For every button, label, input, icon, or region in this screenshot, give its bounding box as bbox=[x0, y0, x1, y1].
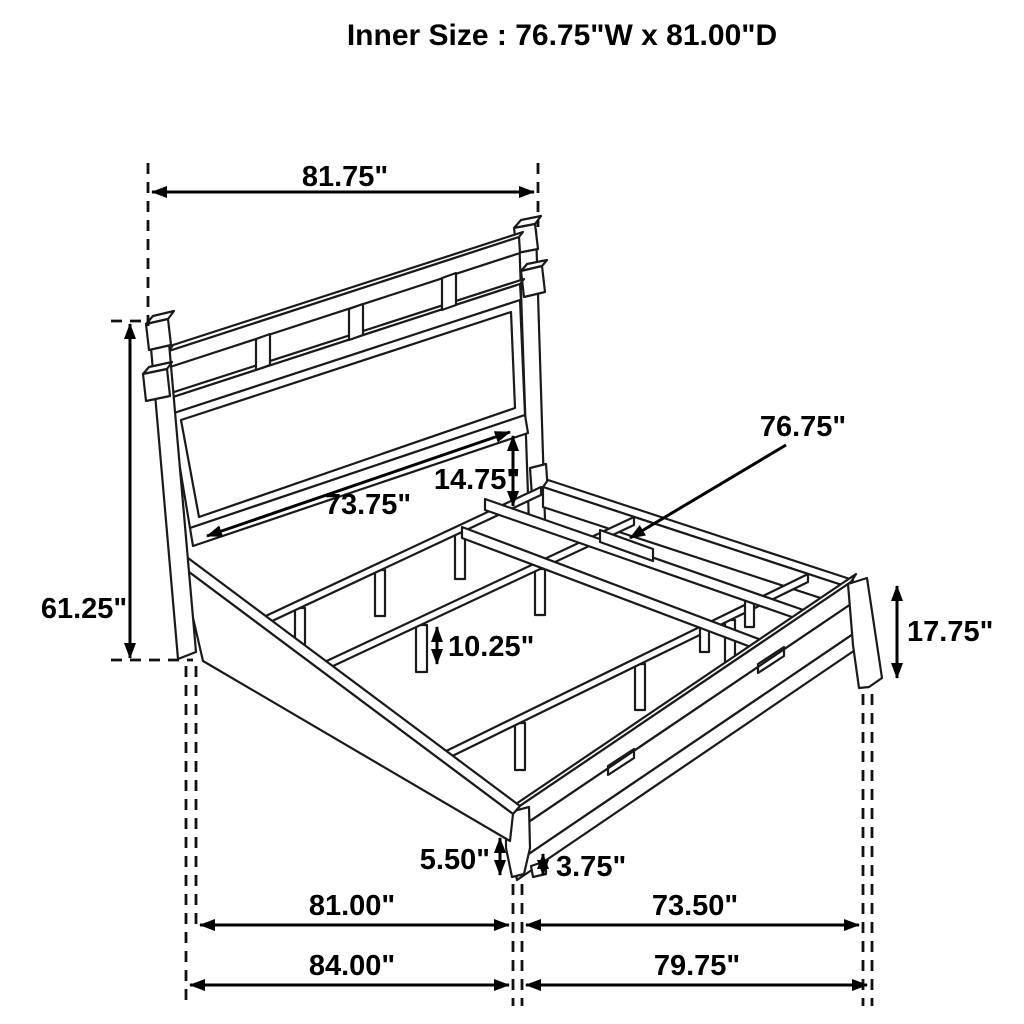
headboard-left-post-cap bbox=[146, 319, 171, 350]
dim-label-rail-clearance: 5.50" bbox=[419, 844, 490, 876]
headboard-left-block bbox=[143, 369, 170, 401]
dim-label-top-width: 81.75" bbox=[301, 161, 389, 193]
slat-leg bbox=[455, 533, 465, 579]
dim-label-overall-depth: 84.00" bbox=[308, 950, 396, 982]
dim-label-panel-drop: 14.75" bbox=[433, 464, 521, 496]
center-rail-leg bbox=[745, 601, 754, 627]
dim-leader-inner-width bbox=[630, 445, 786, 538]
headboard-slat bbox=[256, 334, 270, 370]
dim-label-footboard-clearance: 3.75" bbox=[556, 851, 627, 883]
headboard-slat bbox=[349, 304, 363, 340]
headboard-slat bbox=[442, 273, 456, 310]
diagram-title: Inner Size : 76.75"W x 81.00"D bbox=[346, 19, 778, 52]
footboard-bottom-rail bbox=[514, 630, 861, 880]
slat-leg bbox=[635, 664, 645, 710]
dim-label-headboard-width: 73.75" bbox=[324, 489, 412, 521]
dim-label-inner-width: 76.75" bbox=[759, 411, 847, 443]
slat-leg bbox=[535, 569, 545, 615]
slat-leg bbox=[515, 723, 525, 770]
dim-label-headboard-height: 61.25" bbox=[40, 593, 128, 625]
slat-leg bbox=[375, 570, 385, 616]
headboard-right-block bbox=[521, 266, 545, 297]
dim-label-support-leg: 10.25" bbox=[448, 631, 535, 663]
left-rail-face bbox=[181, 566, 513, 841]
dim-label-footboard-inner-width: 73.50" bbox=[651, 890, 739, 922]
dim-label-footboard-height: 17.75" bbox=[907, 616, 994, 648]
dim-label-inner-depth: 81.00" bbox=[308, 890, 396, 922]
slat-leg bbox=[416, 625, 427, 672]
footboard-right-leg bbox=[848, 578, 882, 688]
dim-label-overall-width: 79.75" bbox=[653, 950, 741, 982]
